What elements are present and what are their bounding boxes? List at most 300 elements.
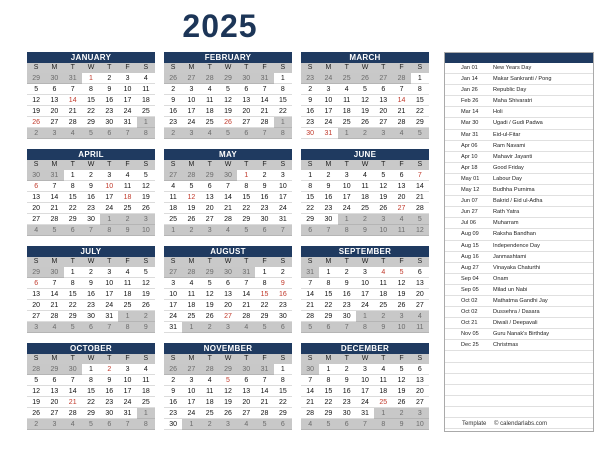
adjacent-month-day: 26 (164, 73, 182, 84)
adjacent-month-day: 7 (356, 419, 374, 430)
adjacent-month-day: 8 (356, 322, 374, 333)
day-cell: 14 (301, 386, 319, 397)
day-cell: 6 (411, 364, 429, 375)
holiday-row (445, 263, 593, 274)
adjacent-month-day: 9 (356, 225, 374, 236)
weekday-header: M (45, 160, 63, 170)
day-cell: 7 (392, 84, 410, 95)
weekday-header: T (201, 354, 219, 364)
adjacent-month-day: 11 (411, 322, 429, 333)
day-cell: 9 (100, 375, 118, 386)
adjacent-month-day: 6 (274, 419, 292, 430)
day-cell: 18 (374, 386, 392, 397)
month-days-grid (27, 160, 155, 236)
day-cell: 14 (255, 386, 273, 397)
holiday-row (445, 229, 593, 240)
adjacent-month-day: 5 (255, 322, 273, 333)
day-cell: 11 (356, 181, 374, 192)
day-cell: 30 (338, 408, 356, 419)
holiday-name: Dussehra / Dasara (493, 309, 540, 316)
day-cell: 21 (255, 397, 273, 408)
day-cell: 14 (237, 289, 255, 300)
adjacent-month-day: 5 (82, 419, 100, 430)
holiday-row (445, 130, 593, 141)
day-cell: 5 (27, 84, 45, 95)
day-cell: 26 (201, 311, 219, 322)
day-cell: 4 (182, 278, 200, 289)
day-cell: 18 (374, 289, 392, 300)
adjacent-month-day: 4 (64, 419, 82, 430)
adjacent-month-day: 8 (274, 128, 292, 139)
weekday-header: W (356, 160, 374, 170)
weekday-header: S (137, 160, 155, 170)
day-cell: 16 (338, 289, 356, 300)
day-cell: 10 (319, 95, 337, 106)
day-cell: 24 (356, 397, 374, 408)
day-cell: 16 (100, 386, 118, 397)
adjacent-month-day: 10 (392, 322, 410, 333)
holiday-row-empty (445, 351, 593, 362)
adjacent-month-day: 1 (374, 408, 392, 419)
weekday-header: W (82, 63, 100, 73)
adjacent-month-day: 7 (255, 128, 273, 139)
day-cell: 10 (182, 95, 200, 106)
holiday-list (444, 52, 594, 432)
day-cell: 18 (201, 106, 219, 117)
adjacent-month-day: 28 (201, 73, 219, 84)
adjacent-month-day: 4 (64, 128, 82, 139)
day-cell: 5 (392, 364, 410, 375)
adjacent-month-day: 30 (237, 364, 255, 375)
month-days-grid (27, 354, 155, 430)
day-cell: 17 (182, 106, 200, 117)
day-cell: 20 (201, 203, 219, 214)
day-cell: 15 (319, 289, 337, 300)
day-cell: 23 (338, 397, 356, 408)
day-cell: 27 (45, 408, 63, 419)
weekday-header: T (338, 354, 356, 364)
weekday-header: S (164, 257, 182, 267)
holiday-name: Eid-ul-Fitar (493, 131, 521, 138)
day-cell: 16 (255, 192, 273, 203)
day-cell: 10 (356, 375, 374, 386)
weekday-header: F (392, 63, 410, 73)
adjacent-month-day: 31 (237, 267, 255, 278)
adjacent-month-day: 1 (338, 128, 356, 139)
day-cell: 22 (301, 203, 319, 214)
adjacent-month-day: 25 (338, 73, 356, 84)
holiday-row (445, 285, 593, 296)
month-january (27, 52, 155, 139)
day-cell: 11 (164, 192, 182, 203)
day-cell: 21 (392, 106, 410, 117)
day-cell: 23 (319, 203, 337, 214)
day-cell: 15 (274, 95, 292, 106)
day-cell: 7 (255, 375, 273, 386)
day-cell: 27 (201, 214, 219, 225)
holiday-date: Jun 27 (461, 209, 478, 216)
adjacent-month-day: 31 (301, 267, 319, 278)
day-cell: 5 (219, 84, 237, 95)
holiday-row (445, 85, 593, 96)
day-cell: 6 (27, 278, 45, 289)
day-cell: 28 (301, 311, 319, 322)
holiday-date: Oct 02 (461, 297, 478, 304)
weekday-header: S (27, 63, 45, 73)
day-cell: 11 (201, 386, 219, 397)
day-cell: 13 (201, 192, 219, 203)
day-cell: 12 (27, 95, 45, 106)
day-cell: 19 (219, 397, 237, 408)
day-cell: 25 (374, 397, 392, 408)
weekday-header: F (255, 63, 273, 73)
holiday-name: Muharram (493, 220, 519, 227)
adjacent-month-day: 3 (219, 322, 237, 333)
day-cell: 28 (45, 311, 63, 322)
day-cell: 29 (319, 408, 337, 419)
day-cell: 18 (338, 106, 356, 117)
day-cell: 22 (237, 203, 255, 214)
weekday-header: F (118, 354, 136, 364)
day-cell: 12 (392, 375, 410, 386)
weekday-header: W (219, 257, 237, 267)
weekday-header: M (319, 63, 337, 73)
month-june (301, 149, 429, 236)
holiday-row (445, 63, 593, 74)
weekday-header: S (274, 354, 292, 364)
adjacent-month-day: 28 (182, 170, 200, 181)
adjacent-month-day: 3 (182, 128, 200, 139)
holiday-row (445, 74, 593, 85)
day-cell: 26 (219, 117, 237, 128)
holiday-date: Sep 04 (461, 275, 479, 282)
day-cell: 20 (27, 203, 45, 214)
month-november (164, 343, 292, 430)
holiday-name: Mathatma Gandhi Jay (493, 297, 548, 304)
day-cell: 13 (45, 386, 63, 397)
adjacent-month-day: 7 (82, 225, 100, 236)
holiday-date: May 12 (461, 187, 480, 194)
adjacent-month-day: 5 (219, 128, 237, 139)
day-cell: 3 (319, 84, 337, 95)
day-cell: 25 (374, 300, 392, 311)
day-cell: 13 (45, 95, 63, 106)
adjacent-month-day: 3 (374, 214, 392, 225)
weekday-header: S (274, 160, 292, 170)
month-title: AUGUST (164, 246, 292, 257)
day-cell: 3 (338, 170, 356, 181)
day-cell: 22 (82, 397, 100, 408)
day-cell: 30 (82, 214, 100, 225)
month-title: JANUARY (27, 52, 155, 63)
day-cell: 15 (274, 386, 292, 397)
day-cell: 2 (164, 375, 182, 386)
adjacent-month-day: 6 (338, 419, 356, 430)
weekday-header: T (338, 160, 356, 170)
day-cell: 24 (274, 203, 292, 214)
adjacent-month-day: 8 (374, 419, 392, 430)
weekday-header: S (164, 160, 182, 170)
day-cell: 20 (45, 397, 63, 408)
day-cell: 9 (255, 181, 273, 192)
month-december (301, 343, 429, 430)
day-cell: 29 (237, 214, 255, 225)
adjacent-month-day: 2 (27, 419, 45, 430)
holiday-row (445, 218, 593, 229)
day-cell: 5 (356, 84, 374, 95)
day-cell: 25 (164, 214, 182, 225)
day-cell: 1 (255, 267, 273, 278)
day-cell: 3 (274, 170, 292, 181)
holiday-name: Makar Sankranti / Pong (493, 76, 552, 83)
weekday-header: M (319, 354, 337, 364)
adjacent-month-day: 30 (27, 170, 45, 181)
weekday-header: T (201, 63, 219, 73)
day-cell: 23 (255, 203, 273, 214)
day-cell: 10 (118, 375, 136, 386)
day-cell: 19 (374, 192, 392, 203)
day-cell: 2 (274, 267, 292, 278)
day-cell: 24 (100, 203, 118, 214)
adjacent-month-day: 8 (338, 225, 356, 236)
adjacent-month-day: 6 (237, 128, 255, 139)
day-cell: 9 (338, 278, 356, 289)
day-cell: 16 (338, 386, 356, 397)
day-cell: 30 (274, 311, 292, 322)
weekday-header: W (356, 354, 374, 364)
weekday-header: W (356, 257, 374, 267)
weekday-header: T (374, 160, 392, 170)
weekday-header: T (237, 354, 255, 364)
weekday-header: S (137, 63, 155, 73)
month-title: APRIL (27, 149, 155, 160)
holiday-date: Aug 09 (461, 231, 479, 238)
day-cell: 12 (137, 278, 155, 289)
month-april (27, 149, 155, 236)
day-cell: 3 (100, 170, 118, 181)
day-cell: 28 (301, 408, 319, 419)
day-cell: 4 (137, 364, 155, 375)
adjacent-month-day: 29 (219, 364, 237, 375)
day-cell: 4 (374, 267, 392, 278)
weekday-header: T (374, 354, 392, 364)
day-cell: 21 (301, 397, 319, 408)
day-cell: 12 (201, 289, 219, 300)
day-cell: 16 (100, 95, 118, 106)
day-cell: 2 (82, 170, 100, 181)
adjacent-month-day: 1 (137, 408, 155, 419)
weekday-header: M (182, 257, 200, 267)
holiday-row (445, 307, 593, 318)
day-cell: 19 (137, 289, 155, 300)
day-cell: 12 (219, 386, 237, 397)
day-cell: 30 (338, 311, 356, 322)
day-cell: 4 (137, 73, 155, 84)
day-cell: 6 (237, 84, 255, 95)
day-cell: 8 (64, 181, 82, 192)
day-cell: 11 (137, 375, 155, 386)
day-cell: 17 (356, 289, 374, 300)
month-days-grid (27, 63, 155, 139)
day-cell: 27 (45, 117, 63, 128)
day-cell: 28 (64, 408, 82, 419)
day-cell: 26 (374, 203, 392, 214)
month-days-grid (301, 63, 429, 139)
adjacent-month-day: 23 (301, 73, 319, 84)
day-cell: 1 (237, 170, 255, 181)
adjacent-month-day: 28 (201, 364, 219, 375)
day-cell: 3 (118, 73, 136, 84)
day-cell: 9 (164, 386, 182, 397)
day-cell: 22 (411, 106, 429, 117)
day-cell: 23 (100, 106, 118, 117)
weekday-header: M (319, 160, 337, 170)
holiday-row (445, 141, 593, 152)
adjacent-month-day: 4 (301, 419, 319, 430)
adjacent-month-day: 2 (392, 408, 410, 419)
day-cell: 19 (137, 192, 155, 203)
adjacent-month-day: 3 (374, 128, 392, 139)
day-cell: 17 (100, 289, 118, 300)
day-cell: 26 (27, 408, 45, 419)
holiday-row (445, 96, 593, 107)
day-cell: 16 (82, 192, 100, 203)
day-cell: 16 (274, 289, 292, 300)
day-cell: 15 (82, 386, 100, 397)
day-cell: 25 (201, 408, 219, 419)
day-cell: 31 (274, 214, 292, 225)
day-cell: 17 (118, 386, 136, 397)
weekday-header: M (319, 257, 337, 267)
adjacent-month-day: 6 (82, 322, 100, 333)
month-title: MAY (164, 149, 292, 160)
day-cell: 7 (64, 375, 82, 386)
weekday-header: S (274, 257, 292, 267)
holiday-name: Onam (493, 275, 509, 282)
adjacent-month-day: 5 (237, 225, 255, 236)
holiday-date: Aug 16 (461, 253, 479, 260)
day-cell: 23 (274, 300, 292, 311)
weekday-header: F (118, 63, 136, 73)
adjacent-month-day: 12 (411, 225, 429, 236)
month-days-grid (164, 160, 292, 236)
day-cell: 20 (411, 386, 429, 397)
adjacent-month-day: 2 (27, 128, 45, 139)
day-cell: 2 (82, 267, 100, 278)
day-cell: 17 (356, 386, 374, 397)
day-cell: 10 (100, 181, 118, 192)
day-cell: 27 (237, 117, 255, 128)
day-cell: 8 (411, 84, 429, 95)
day-cell: 10 (118, 84, 136, 95)
weekday-header: S (301, 354, 319, 364)
day-cell: 31 (319, 128, 337, 139)
adjacent-month-day: 5 (82, 128, 100, 139)
day-cell: 7 (301, 278, 319, 289)
adjacent-month-day: 4 (411, 311, 429, 322)
day-cell: 12 (356, 95, 374, 106)
day-cell: 29 (255, 311, 273, 322)
holiday-date: Jan 01 (461, 65, 478, 71)
holiday-name: Mahavir Jayanti (493, 153, 533, 160)
day-cell: 7 (45, 278, 63, 289)
day-cell: 6 (374, 84, 392, 95)
day-cell: 25 (356, 203, 374, 214)
day-cell: 4 (338, 84, 356, 95)
day-cell: 17 (338, 192, 356, 203)
adjacent-month-day: 8 (137, 419, 155, 430)
holiday-row (445, 329, 593, 340)
day-cell: 5 (201, 278, 219, 289)
day-cell: 20 (374, 106, 392, 117)
day-cell: 8 (237, 181, 255, 192)
day-cell: 10 (338, 181, 356, 192)
holiday-date: Jan 14 (461, 76, 478, 83)
holiday-row (445, 118, 593, 129)
day-cell: 6 (27, 181, 45, 192)
day-cell: 21 (219, 203, 237, 214)
day-cell: 26 (27, 117, 45, 128)
day-cell: 4 (118, 170, 136, 181)
holiday-date: Sep 05 (461, 286, 479, 293)
holiday-name: Christmas (493, 342, 519, 349)
day-cell: 15 (237, 192, 255, 203)
adjacent-month-day: 4 (45, 322, 63, 333)
day-cell: 23 (164, 408, 182, 419)
adjacent-month-day: 9 (392, 419, 410, 430)
adjacent-month-day: 8 (137, 128, 155, 139)
adjacent-month-day: 31 (255, 73, 273, 84)
day-cell: 25 (201, 117, 219, 128)
month-february (164, 52, 292, 139)
adjacent-month-day: 30 (219, 170, 237, 181)
adjacent-month-day: 27 (182, 73, 200, 84)
day-cell: 11 (201, 95, 219, 106)
adjacent-month-day: 4 (392, 128, 410, 139)
day-cell: 1 (82, 73, 100, 84)
day-cell: 12 (137, 181, 155, 192)
weekday-header: S (164, 63, 182, 73)
adjacent-month-day: 27 (374, 73, 392, 84)
day-cell: 20 (411, 289, 429, 300)
holiday-row-empty (445, 363, 593, 374)
day-cell: 13 (219, 289, 237, 300)
weekday-header: T (237, 160, 255, 170)
weekday-header: F (255, 257, 273, 267)
day-cell: 21 (64, 397, 82, 408)
holiday-list-header (445, 53, 593, 63)
holiday-name: Ugadi / Gudi Padwa (493, 120, 543, 127)
footer-credit-link[interactable]: © calendarlabs.com (494, 421, 548, 427)
holiday-name: Diwali / Deepavali (493, 320, 538, 327)
day-cell: 29 (274, 408, 292, 419)
day-cell: 29 (82, 117, 100, 128)
day-cell: 24 (100, 300, 118, 311)
day-cell: 25 (137, 106, 155, 117)
adjacent-month-day: 29 (45, 364, 63, 375)
day-cell: 4 (374, 364, 392, 375)
holiday-row (445, 296, 593, 307)
adjacent-month-day: 2 (374, 311, 392, 322)
adjacent-month-day: 2 (164, 128, 182, 139)
adjacent-month-day: 4 (201, 128, 219, 139)
holiday-name: Janmashtami (493, 253, 527, 260)
holiday-date: Apr 06 (461, 142, 478, 149)
day-cell: 26 (356, 117, 374, 128)
holiday-row (445, 241, 593, 252)
weekday-header: W (219, 63, 237, 73)
adjacent-month-day: 7 (118, 128, 136, 139)
